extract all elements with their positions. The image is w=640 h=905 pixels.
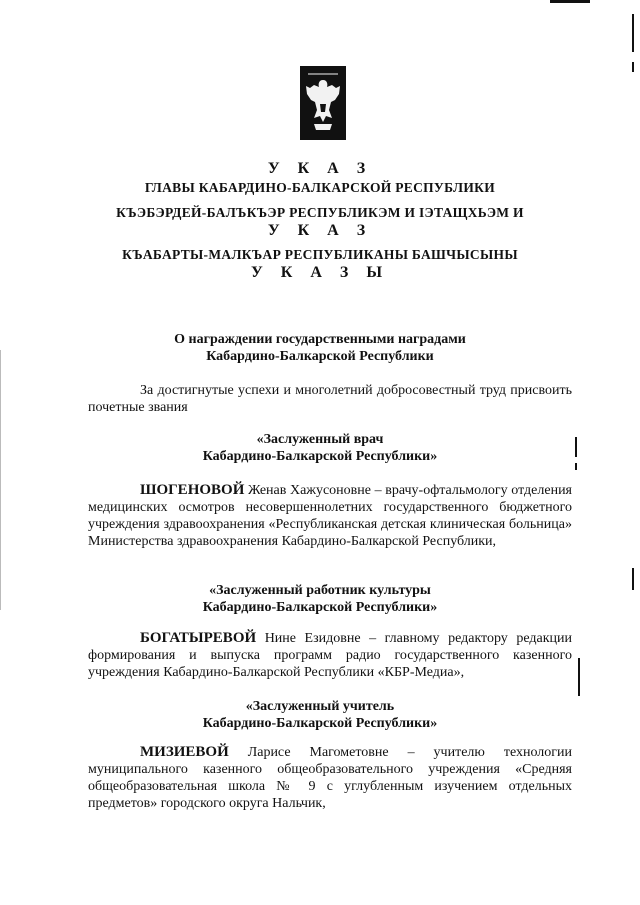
recipient-details-2: Нине Езидовне – главному редактору редакции формирования и выпуска программ радио государственного казенного учреждения Кабардино-Балкарской Республики «КБР-Медиа», [88, 631, 572, 680]
decree-heading-balkarian: У К А З Ы [250, 264, 390, 281]
recipient-details-1: Женав Хажусоновне – врачу-офтальмологу отделения медицинских осмотров несовершеннолетних государственного бюджетного учреждения здравоохранения «Республиканская детская клиническая больница» Министерства здравоохранения Кабардино-Балкарской Республики, [88, 483, 572, 549]
heading-head-of-republic: ГЛАВЫ КАБАРДИНО-БАЛКАРСКОЙ РЕСПУБЛИКИ [144, 180, 496, 195]
award-recipient-1 [88, 482, 572, 550]
recipient-surname-2: БОГАТЫРЕВОЙ [140, 630, 257, 646]
coat-of-arms-icon [300, 66, 346, 140]
award-title-1-line-2: Кабардино-Балкарской Республики» [202, 449, 438, 464]
award-recipient-3 [88, 744, 572, 812]
award-title-2-line-1: «Заслуженный работник культуры [209, 583, 431, 598]
award-title-3 [120, 698, 520, 732]
scan-mark-top [550, 0, 590, 3]
award-title-1-line-1: «Заслуженный врач [256, 432, 384, 447]
scan-mark-right-2 [632, 62, 634, 72]
decree-heading-kabardian: У К А З [267, 222, 373, 239]
award-title-1 [120, 431, 520, 465]
award-recipient-2 [88, 630, 572, 681]
recipient-surname-1: ШОГЕНОВОЙ [140, 482, 245, 498]
recipient-surname-3: МИЗИЕВОЙ [140, 744, 229, 760]
scan-mark-left [0, 350, 1, 610]
decree-heading-ru: У К А З [267, 160, 373, 177]
scan-mark-right-1 [632, 14, 634, 52]
award-title-3-line-1: «Заслуженный учитель [245, 699, 395, 714]
margin-mark-2 [575, 463, 577, 470]
recipient-details-3: Ларисе Магометовне – учителю технологии муниципального казенного общеобразовательного учреждения «Средняя общеобразовательная школа № 9 с углубленным изучением отдельных предметов» городского округа Нальчик, [88, 745, 572, 811]
decree-title-line-1: О награждении государственными наградами [174, 332, 466, 347]
award-title-2 [120, 582, 520, 616]
award-title-2-line-2: Кабардино-Балкарской Республики» [202, 600, 438, 615]
margin-mark-1 [575, 437, 577, 457]
scan-mark-right-3 [632, 568, 634, 590]
heading-balkarian: КЪАБАРТЫ-МАЛКЪАР РЕСПУБЛИКАНЫ БАШЧЫСЫНЫ [122, 247, 518, 262]
intro-paragraph: За достигнутые успехи и многолетний добросовестный труд присвоить почетные звания [88, 383, 572, 415]
margin-mark-3 [578, 658, 580, 696]
decree-title-line-2: Кабардино-Балкарской Республики [206, 349, 434, 364]
decree-title [120, 331, 520, 365]
award-title-3-line-2: Кабардино-Балкарской Республики» [202, 716, 438, 731]
heading-kabardian: КЪЭБЭРДЕЙ-БАЛЪКЪЭР РЕСПУБЛИКЭМ И ІЭТАЩХЬЭМ И [116, 205, 524, 220]
